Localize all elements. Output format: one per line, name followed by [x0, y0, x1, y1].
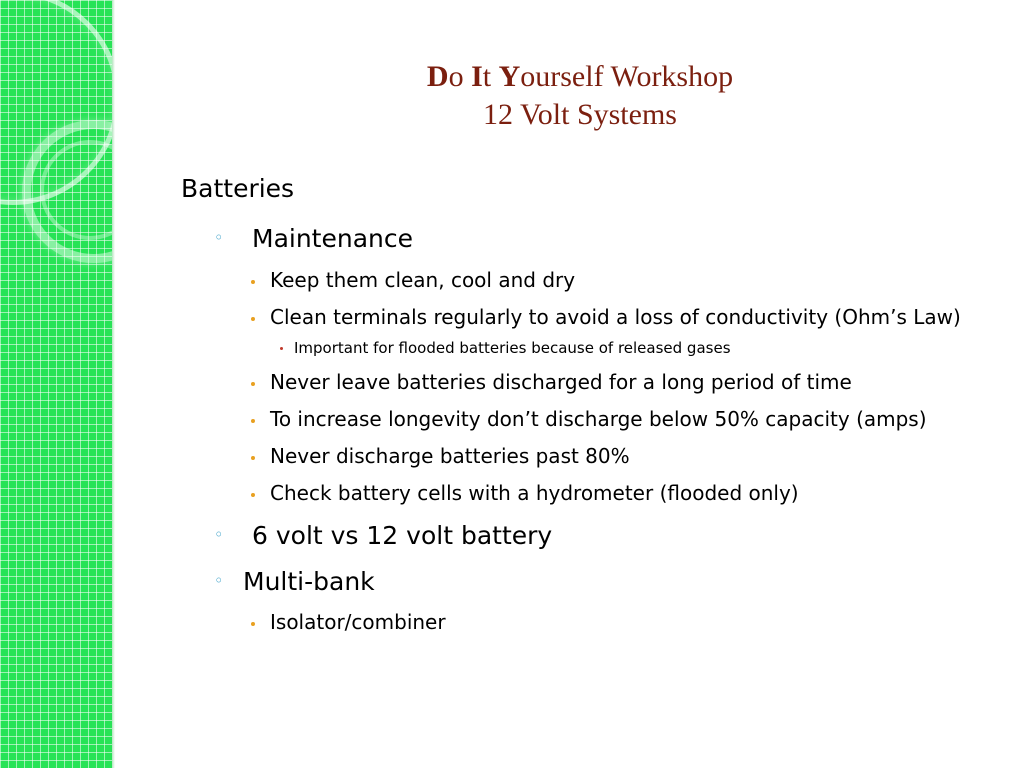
- list-item: Never leave batteries discharged for a long period of time: [270, 370, 852, 394]
- dot-bullet-icon: [251, 493, 255, 497]
- title-part: ourself Workshop: [520, 60, 734, 93]
- ring-bullet-icon: ◦: [214, 228, 224, 247]
- dot-bullet-icon: [251, 622, 255, 626]
- ring-bullet-icon: ◦: [214, 525, 224, 544]
- title-part: Y: [498, 60, 521, 93]
- list-item: Keep them clean, cool and dry: [270, 268, 576, 292]
- title-line-2: 12 Volt Systems: [483, 98, 677, 131]
- heading-batteries: Batteries: [181, 174, 295, 203]
- list-subitem: Important for flooded batteries because of released gases: [294, 339, 731, 357]
- list-item-multibank: Multi-bank: [243, 567, 375, 596]
- title-part: t: [482, 60, 499, 93]
- list-item-isolator: Isolator/combiner: [270, 610, 446, 634]
- list-item: Clean terminals regularly to avoid a loss of conductivity (Ohm’s Law): [270, 305, 961, 329]
- dot-bullet-icon: [251, 456, 255, 460]
- dot-bullet-icon: [280, 347, 283, 350]
- title-part: o: [448, 60, 472, 93]
- list-item-maintenance: Maintenance: [252, 224, 413, 253]
- ring-bullet-icon: ◦: [214, 571, 224, 590]
- dot-bullet-icon: [251, 382, 255, 386]
- dot-bullet-icon: [251, 317, 255, 321]
- title-part: D: [426, 60, 449, 93]
- list-item: Never discharge batteries past 80%: [270, 444, 630, 468]
- list-item-6v-vs-12v: 6 volt vs 12 volt battery: [252, 521, 553, 550]
- list-item: To increase longevity don’t discharge below 50% capacity (amps): [270, 407, 927, 431]
- dot-bullet-icon: [251, 280, 255, 284]
- title-part: I: [471, 60, 483, 93]
- dot-bullet-icon: [251, 419, 255, 423]
- list-item: Check battery cells with a hydrometer (flooded only): [270, 481, 799, 505]
